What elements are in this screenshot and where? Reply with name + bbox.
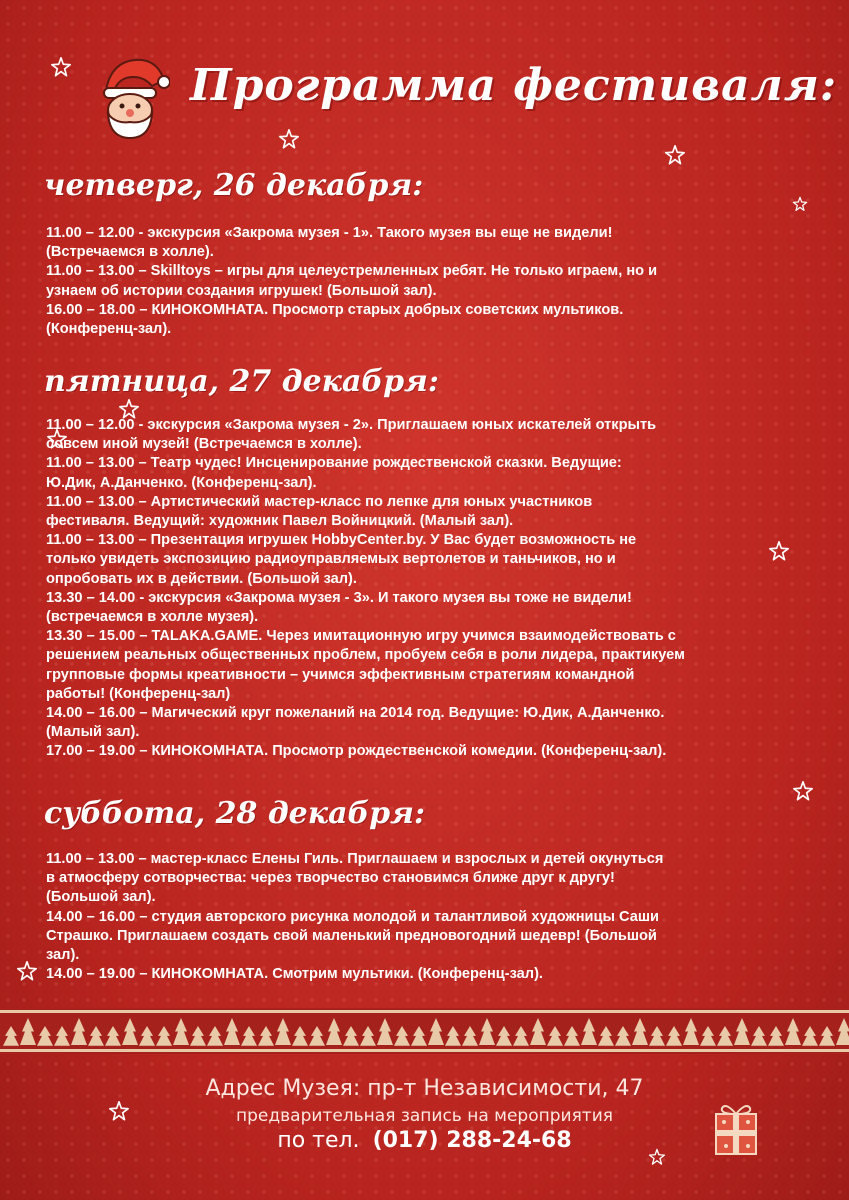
program-line: совсем иной музей! (Встречаемся в холле). [46,436,362,453]
program-line: фестиваля. Ведущий: художник Павел Войницкий. (Малый зал). [46,513,514,530]
day-heading-thursday: четверг, 26 декабря: [44,168,424,203]
star-icon [46,428,68,450]
gift-icon [712,1100,760,1158]
program-line: 11.00 – 12.00 - экскурсия «Закрома музея - 2». Приглашаем юных искателей открыть [46,417,657,433]
program-line: 14.00 – 19.00 – КИНОКОМНАТА. Смотрим мультики. (Конференц-зал). [46,966,543,983]
program-line: (встречаемся в холле музея). [46,609,259,626]
program-line: (Конференц-зал). [46,321,172,338]
program-line: 11.00 – 13.00 – Театр чудес! Инсценирование рождественской сказки. Ведущие: [46,455,622,472]
program-line: (Большой зал). [46,889,156,906]
program-line: Страшко. Приглашаем создать свой маленький предновогодний шедевр! (Большой [46,927,657,944]
star-icon [792,780,814,802]
program-line: зал). [46,947,80,964]
program-line: 11.00 – 13.00 – Артистический мастер-класс по лепке для юных участников [46,493,593,510]
day-heading-saturday: суббота, 28 декабря: [44,796,426,831]
program-line: 14.00 – 16.00 – Магический круг пожеланий на 2014 год. Ведущие: Ю.Дик, А.Данченко. [46,705,665,722]
star-icon [664,144,686,166]
program-line: только увидеть экспозицию радиоуправляемых вертолетов и таньчиков, но и [46,551,616,568]
star-icon [792,196,808,212]
phone-number: (017) 288-24-68 [372,1128,572,1153]
program-line: 13.30 – 15.00 – TALAKA.GAME. Через имитационную игру учимся взаимодействовать с [46,628,676,645]
star-icon [50,56,72,78]
phone-label: по тел. [277,1128,360,1153]
star-icon [118,398,140,420]
christmas-tree-icon [0,1008,849,1054]
star-icon [278,128,300,150]
program-line: 14.00 – 16.00 – студия авторского рисунка молодой и талантливой художницы Саши [46,908,659,925]
program-line: 17.00 – 19.00 – КИНОКОМНАТА. Просмотр рождественской комедии. (Конференц-зал). [46,743,667,760]
program-line: решением реальных общественных проблем, пробуем себя в роли лидера, практикуем [46,647,685,664]
museum-address: Адрес Музея: пр-т Независимости, 47 [205,1076,644,1101]
day-heading-friday: пятница, 27 декабря: [44,364,440,399]
star-icon [16,960,38,982]
program-line: (Встречаемся в холле). [46,244,214,261]
program-line: 11.00 – 12.00 - экскурсия «Закрома музея - 1». Такого музея вы еще не видели! [46,225,613,241]
program-line: в атмосферу сотворчества: через творчество становимся ближе друг к другу! [46,870,615,887]
program-line: Ю.Дик, А.Данченко. (Конференц-зал). [46,474,317,491]
program-line: работы! (Конференц-зал) [46,685,231,702]
program-line: 13.30 – 14.00 - экскурсия «Закрома музея - 3». И такого музея вы тоже не видели! [46,589,632,606]
page-title: Программа фестиваля: [190,60,838,111]
program-line: групповые формы креативности – учимся эффективным стратегиям командной [46,666,635,683]
program-thursday [46,224,796,339]
program-line: 11.00 – 13.00 – Презентация игрушек HobbyCenter.by. У Вас будет возможность не [46,532,637,549]
star-icon [768,540,790,562]
program-line: узнаем об истории создания игрушек! (Большой зал). [46,282,437,299]
program-line: опробовать их в действии. (Большой зал). [46,570,357,587]
program-saturday [46,850,796,984]
prereg-note: предварительная запись на мероприятия [236,1106,613,1126]
program-line: 11.00 – 13.00 – мастер-класс Елены Гиль. Приглашаем и взрослых и детей окунуться [46,851,664,867]
santa-icon [92,52,170,142]
program-line: 11.00 – 13.00 – Skilltoys – игры для целеустремленных ребят. Не только играем, но и [46,263,658,280]
program-line: 16.00 – 18.00 – КИНОКОМНАТА. Просмотр старых добрых советских мультиков. [46,301,624,318]
program-line: (Малый зал). [46,724,140,741]
program-friday [46,416,796,762]
